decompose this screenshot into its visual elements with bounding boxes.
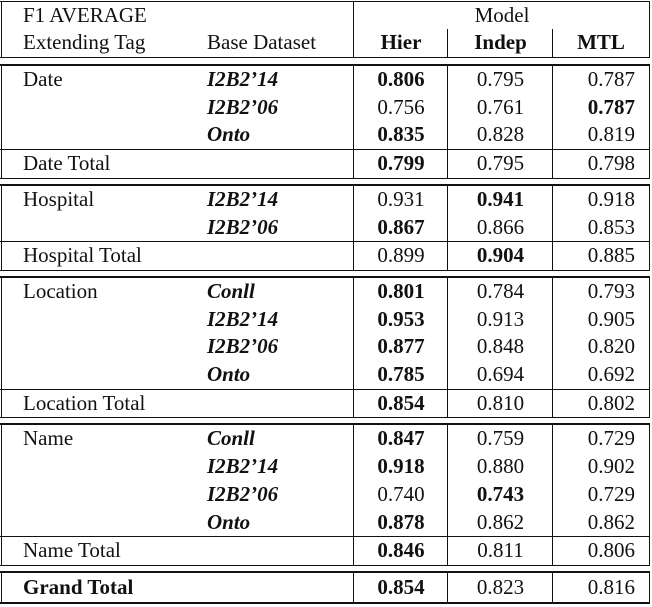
mtl-total-value: 0.806 xyxy=(587,538,635,563)
indep-value: 0.743 xyxy=(476,481,525,506)
column-rule xyxy=(649,184,650,271)
hier-value: 0.756 xyxy=(377,94,425,119)
indep-value: 0.866 xyxy=(476,214,525,239)
total-row xyxy=(0,150,652,178)
hier-total-value: 0.899 xyxy=(377,243,425,268)
mtl-value: 0.905 xyxy=(587,306,635,331)
hier-total-value: 0.854 xyxy=(377,390,425,415)
column-rule xyxy=(353,571,354,604)
column-rule xyxy=(1,64,2,179)
total-row xyxy=(0,537,652,565)
column-rule xyxy=(1,423,2,566)
extending-tag-cell: Hospital xyxy=(23,186,95,211)
mtl-value: 0.729 xyxy=(587,426,635,451)
base-dataset-cell: I2B2’14 xyxy=(207,186,279,211)
group-total-label: Hospital Total xyxy=(23,243,142,268)
hier-value: 0.878 xyxy=(377,509,425,534)
hier-total-value: 0.799 xyxy=(377,151,425,176)
column-rule xyxy=(649,423,650,566)
base-dataset-cell: Onto xyxy=(207,362,251,386)
column-rule xyxy=(649,571,650,604)
total-row xyxy=(0,390,652,418)
column-rule xyxy=(1,1,2,58)
base-dataset-cell: I2B2’06 xyxy=(207,334,279,359)
mtl-value: 0.819 xyxy=(587,122,635,147)
column-rule xyxy=(1,276,2,419)
table-row xyxy=(0,94,652,122)
column-rule xyxy=(353,423,354,566)
hier-value: 0.918 xyxy=(377,454,425,479)
base-dataset-cell: Onto xyxy=(207,122,251,147)
mtl-grand-total-value: 0.816 xyxy=(587,574,635,599)
mtl-value: 0.692 xyxy=(587,362,635,386)
hier-value: 0.847 xyxy=(377,426,425,451)
hier-grand-total-value: 0.854 xyxy=(377,574,425,599)
column-rule xyxy=(552,276,553,419)
table-row xyxy=(0,333,652,361)
mtl-header: MTL xyxy=(577,30,625,54)
indep-value: 0.694 xyxy=(476,362,525,386)
column-rule xyxy=(649,276,650,419)
column-rule xyxy=(353,184,354,271)
indep-value: 0.795 xyxy=(476,67,525,91)
table-row xyxy=(0,453,652,481)
hier-value: 0.801 xyxy=(377,278,425,303)
indep-total-value: 0.795 xyxy=(476,151,525,176)
mtl-value: 0.787 xyxy=(587,67,635,91)
mtl-value: 0.862 xyxy=(587,509,635,534)
table-row xyxy=(0,66,652,94)
hier-value: 0.867 xyxy=(377,214,425,239)
extending-tag-cell: Date xyxy=(23,67,63,91)
column-rule xyxy=(649,1,650,58)
column-rule xyxy=(353,64,354,179)
indep-value: 0.784 xyxy=(476,278,525,303)
base-dataset-header: Base Dataset xyxy=(207,30,317,54)
table-row xyxy=(0,214,652,242)
hier-header: Hier xyxy=(380,30,422,54)
group-total-label: Name Total xyxy=(23,538,121,563)
mtl-value: 0.793 xyxy=(587,278,635,303)
table-row xyxy=(0,481,652,509)
base-dataset-cell: I2B2’14 xyxy=(207,306,279,331)
indep-value: 0.828 xyxy=(476,122,525,147)
extending-tag-cell: Name xyxy=(23,426,74,451)
column-rule xyxy=(353,276,354,419)
column-rule xyxy=(552,423,553,566)
column-rule xyxy=(552,29,553,58)
grand-total-row xyxy=(0,574,652,602)
base-dataset-cell: I2B2’06 xyxy=(207,481,279,506)
extending-tag-header: Extending Tag xyxy=(23,30,146,54)
base-dataset-cell: I2B2’06 xyxy=(207,94,279,119)
indep-total-value: 0.810 xyxy=(476,390,525,415)
column-rule xyxy=(447,276,448,419)
base-dataset-cell: I2B2’14 xyxy=(207,454,279,479)
mtl-value: 0.729 xyxy=(587,481,635,506)
column-rule xyxy=(353,1,354,58)
mtl-value: 0.820 xyxy=(587,334,635,359)
base-dataset-cell: Conll xyxy=(207,278,255,303)
table-row xyxy=(0,186,652,214)
f1-average-label: F1 AVERAGE xyxy=(23,3,147,27)
indep-value: 0.761 xyxy=(476,94,525,119)
hier-value: 0.835 xyxy=(377,122,425,147)
indep-total-value: 0.811 xyxy=(477,538,524,563)
mtl-total-value: 0.802 xyxy=(587,390,635,415)
column-rule xyxy=(447,423,448,566)
grand-total-label: Grand Total xyxy=(23,574,134,599)
column-rule xyxy=(552,184,553,271)
column-rule xyxy=(447,184,448,271)
hier-value: 0.785 xyxy=(377,362,425,386)
column-rule xyxy=(1,184,2,271)
column-rule xyxy=(552,64,553,179)
table-row xyxy=(0,278,652,306)
column-rule xyxy=(1,571,2,604)
hier-value: 0.931 xyxy=(377,186,425,211)
base-dataset-cell: I2B2’14 xyxy=(207,67,279,91)
indep-header: Indep xyxy=(474,30,527,54)
indep-grand-total-value: 0.823 xyxy=(476,574,525,599)
hier-value: 0.953 xyxy=(377,306,425,331)
base-dataset-cell: Conll xyxy=(207,426,255,451)
indep-value: 0.759 xyxy=(476,426,525,451)
indep-value: 0.913 xyxy=(476,306,525,331)
mtl-total-value: 0.798 xyxy=(587,151,635,176)
hier-value: 0.740 xyxy=(377,481,425,506)
indep-value: 0.880 xyxy=(476,454,525,479)
table-row xyxy=(0,425,652,453)
table-row xyxy=(0,121,652,149)
column-rule xyxy=(552,571,553,604)
base-dataset-cell: I2B2’06 xyxy=(207,214,279,239)
group-total-label: Date Total xyxy=(23,151,111,176)
hier-value: 0.806 xyxy=(377,67,425,91)
mtl-total-value: 0.885 xyxy=(587,243,635,268)
indep-total-value: 0.904 xyxy=(476,243,525,268)
mtl-value: 0.853 xyxy=(587,214,635,239)
mtl-value: 0.787 xyxy=(587,94,635,119)
column-rule xyxy=(447,64,448,179)
total-row xyxy=(0,242,652,270)
group-total-label: Location Total xyxy=(23,390,146,415)
table-row xyxy=(0,361,652,389)
indep-value: 0.862 xyxy=(476,509,525,534)
base-dataset-cell: Onto xyxy=(207,509,251,534)
table-top-rule xyxy=(0,1,650,2)
indep-value: 0.848 xyxy=(476,334,525,359)
hier-value: 0.877 xyxy=(377,334,425,359)
column-rule xyxy=(649,64,650,179)
table-row xyxy=(0,306,652,334)
mtl-value: 0.902 xyxy=(587,454,635,479)
model-header: Model xyxy=(474,3,530,27)
column-rule xyxy=(447,29,448,58)
column-rule xyxy=(447,571,448,604)
extending-tag-cell: Location xyxy=(23,278,98,303)
mtl-value: 0.918 xyxy=(587,186,635,211)
hier-total-value: 0.846 xyxy=(377,538,425,563)
indep-value: 0.941 xyxy=(476,186,525,211)
table-row xyxy=(0,509,652,537)
